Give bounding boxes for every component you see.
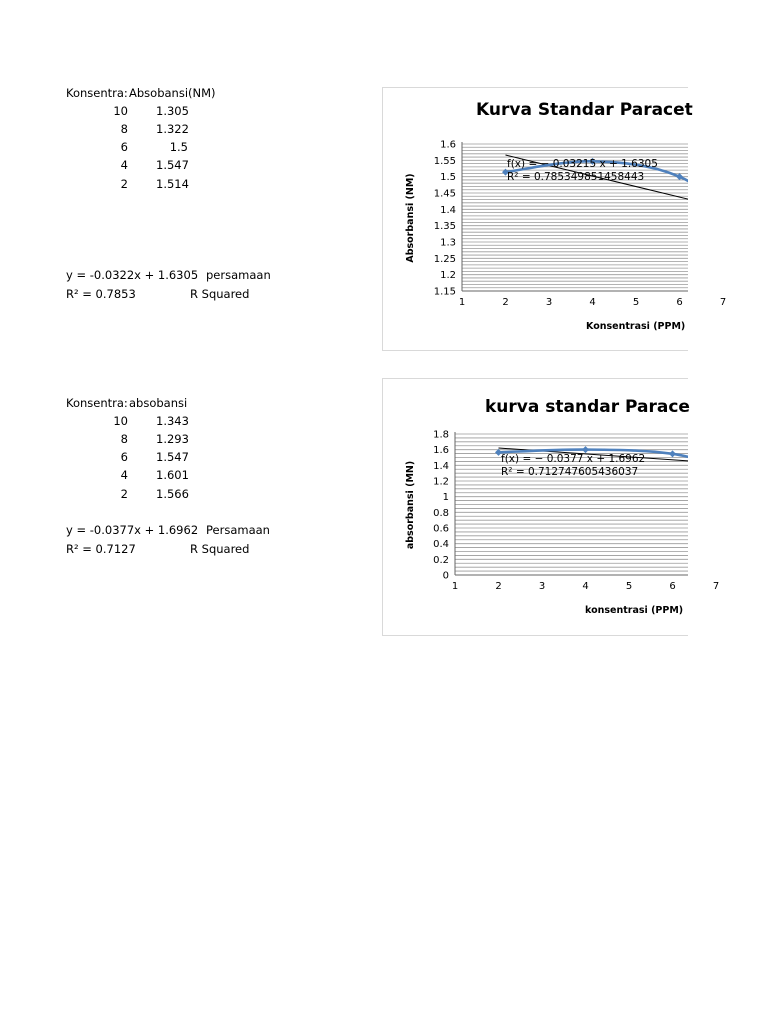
table2-r2: R² = 0.7127 (66, 542, 136, 556)
x-tick-label: 2 (502, 297, 509, 308)
x-tick-label: 5 (632, 297, 640, 308)
table2-cell-x: 2 (120, 487, 128, 501)
y-tick-label: 1.2 (440, 270, 456, 282)
table1-cell-x: 2 (120, 177, 128, 191)
y-tick-label: 1.6 (440, 139, 456, 151)
table1-header-absorbansi: Absobansi(NM) (129, 86, 216, 100)
chart-2-svg (383, 379, 720, 635)
chart-1[interactable] (382, 87, 727, 351)
x-tick-label: 6 (676, 297, 683, 308)
x-tick-label: 3 (538, 581, 546, 592)
data-point (669, 450, 676, 457)
data-point (756, 470, 763, 477)
table1-cell-x: 6 (120, 140, 128, 154)
y-axis-label: absorbansi (MN) (405, 460, 416, 550)
x-tick-label: 7 (712, 581, 720, 592)
y-tick-label: 0.8 (433, 507, 449, 519)
y-tick-label: 1.35 (433, 221, 456, 233)
x-axis-label: konsentrasi (PPM) (585, 605, 684, 616)
table1-cell-y: 1.547 (156, 158, 189, 172)
y-tick-label: 1.4 (433, 460, 449, 472)
x-tick-label: 2 (495, 581, 502, 592)
x-tick-label: 4 (582, 581, 589, 592)
y-tick-label: 1.6 (433, 445, 449, 457)
table2-cell-y: 1.547 (156, 450, 189, 464)
y-tick-label: 1.25 (433, 253, 456, 265)
trendline-r-squared: R² = 0.712747605436037 (501, 466, 639, 478)
table2-cell-x: 4 (120, 468, 128, 482)
x-tick-label: 3 (545, 297, 553, 308)
y-tick-label: 1.3 (440, 237, 456, 249)
y-tick-label: 1.4 (440, 204, 456, 216)
table1-equation: y = -0.0322x + 1.6305 (66, 268, 199, 282)
x-tick-label: 1 (451, 581, 459, 592)
table1-r2: R² = 0.7853 (66, 287, 136, 301)
table2-cell-y: 1.343 (156, 414, 189, 428)
x-axis-label: Konsentrasi (PPM) (586, 321, 686, 332)
data-point (763, 231, 768, 238)
table2-cell-y: 1.293 (156, 432, 189, 446)
table1-equation-label: persamaan (206, 268, 271, 282)
y-tick-label: 1.2 (433, 476, 449, 488)
table2-equation: y = -0.0377x + 1.6962 (66, 523, 199, 537)
x-tick-label: 6 (669, 581, 676, 592)
table2-cell-x: 10 (113, 414, 128, 428)
table2-cell-x: 6 (120, 450, 128, 464)
trendline-r-squared: R² = 0.785349851458443 (507, 171, 645, 183)
y-tick-label: 1.8 (433, 429, 449, 441)
table1-cell-y: 1.5 (169, 140, 188, 154)
table1-cell-x: 4 (120, 158, 128, 172)
table2-equation-label: Persamaan (206, 523, 270, 537)
y-tick-label: 0.2 (433, 554, 449, 566)
table2-header-absorbansi: absobansi (129, 396, 188, 410)
y-tick-label: 1.45 (433, 188, 456, 200)
x-tick-label: 7 (719, 297, 727, 308)
table2-cell-y: 1.601 (156, 468, 189, 482)
table1-cell-y: 1.322 (156, 122, 189, 136)
table2-cell-y: 1.566 (156, 487, 189, 501)
table1-cell-y: 1.514 (156, 177, 189, 191)
trendline-equation: f(x) = − 0.03215 x + 1.6305 (507, 158, 658, 170)
chart-title: kurva standar Parace (485, 397, 690, 417)
x-tick-label: 5 (625, 581, 633, 592)
y-tick-label: 0.6 (433, 523, 449, 535)
y-tick-label: 1.15 (433, 286, 456, 298)
table2-cell-x: 8 (120, 432, 128, 446)
table2-header-konsentrasi: Konsentra: (66, 396, 128, 410)
chart-1-svg (383, 88, 727, 350)
table1-cell-y: 1.305 (156, 104, 189, 118)
y-tick-label: 1 (442, 492, 449, 504)
table1-cell-x: 10 (113, 104, 128, 118)
y-axis-label: Absorbansi (NM) (405, 173, 416, 263)
table1-cell-x: 8 (120, 122, 128, 136)
y-tick-label: 1.5 (440, 172, 456, 184)
y-tick-label: 1.55 (433, 155, 456, 167)
y-tick-label: 0 (442, 570, 449, 582)
x-tick-label: 1 (458, 297, 466, 308)
y-tick-label: 0.4 (433, 539, 449, 551)
table1-header-konsentrasi: Konsentra: (66, 86, 128, 100)
table2-r2-label: R Squared (190, 542, 250, 556)
chart-title: Kurva Standar Paracet (476, 100, 693, 120)
table1-r2-label: R Squared (190, 287, 250, 301)
chart-2[interactable] (382, 378, 720, 636)
trendline-equation: f(x) = − 0.0377 x + 1.6962 (501, 453, 646, 465)
x-tick-label: 4 (589, 297, 596, 308)
